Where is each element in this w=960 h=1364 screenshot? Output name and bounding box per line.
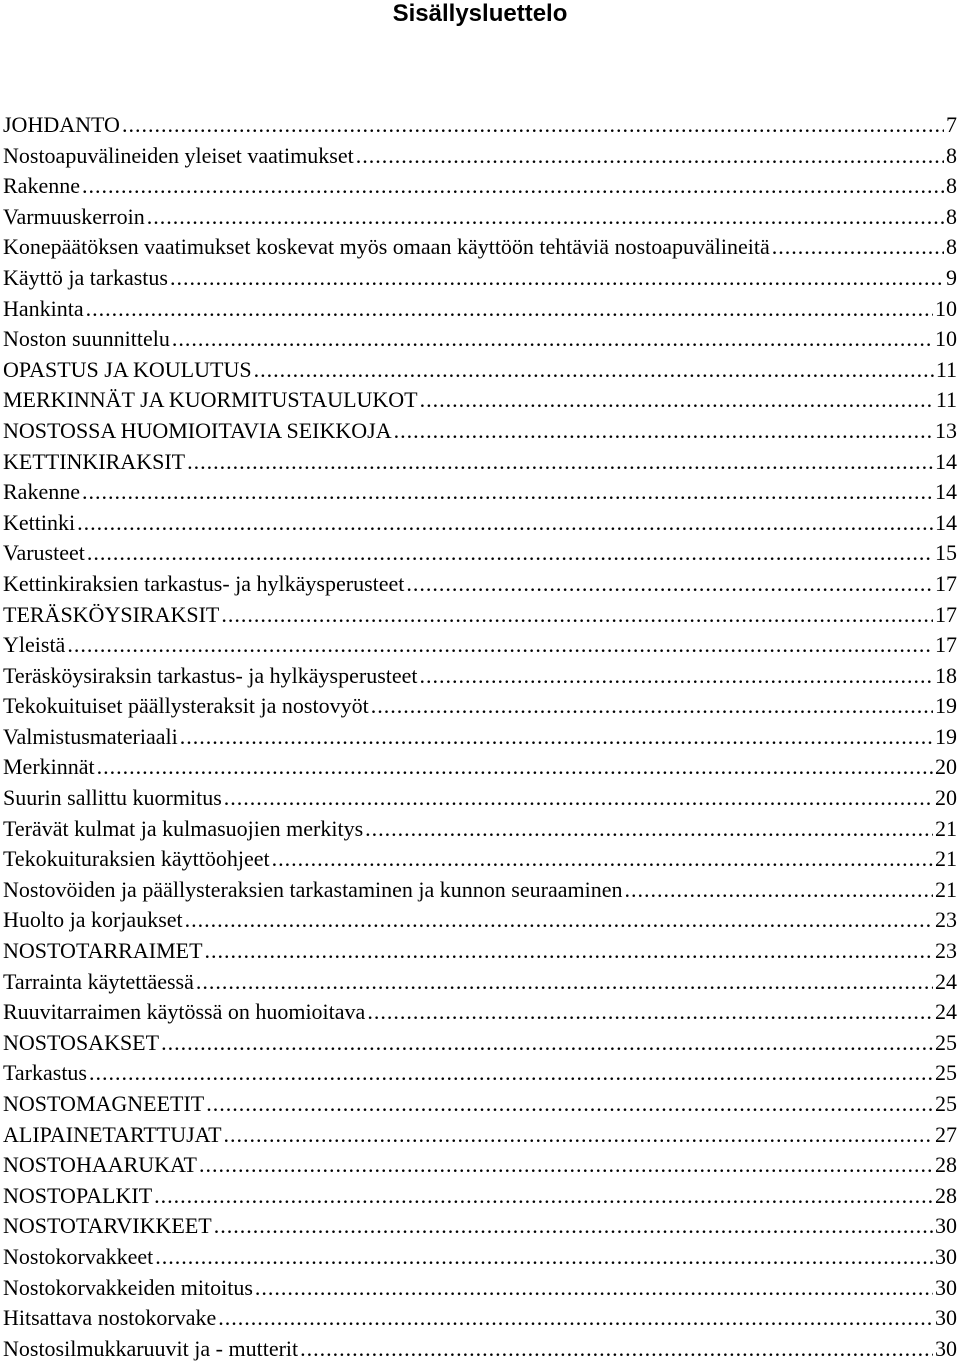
toc-page-number: 20 xyxy=(935,785,957,811)
toc-entry[interactable] xyxy=(3,814,957,845)
toc-dot-leader xyxy=(82,477,933,508)
toc-entry[interactable] xyxy=(3,1273,957,1304)
toc-entry[interactable] xyxy=(3,752,957,783)
toc-dot-leader xyxy=(172,324,933,355)
toc-page-number: 10 xyxy=(935,326,957,352)
toc-page-number: 14 xyxy=(935,448,957,474)
toc-entry[interactable] xyxy=(3,661,957,692)
toc-dot-leader xyxy=(170,263,944,294)
toc-page-number: 23 xyxy=(935,938,957,964)
toc-entry-title: Ruuvitarraimen käytössä on huomioitava xyxy=(3,999,366,1025)
toc-entry-title: NOSTOTARVIKKEET xyxy=(3,1213,212,1239)
toc-dot-leader xyxy=(97,752,933,783)
toc-entry-title: Teräsköysiraksin tarkastus- ja hylkäysperusteet xyxy=(3,662,418,688)
toc-page-number: 10 xyxy=(935,295,957,321)
toc-entry-title: Rakenne xyxy=(3,173,80,199)
toc-dot-leader xyxy=(67,630,933,661)
toc-entry[interactable] xyxy=(3,905,957,936)
toc-page-number: 30 xyxy=(935,1213,957,1239)
toc-page-number: 21 xyxy=(935,846,957,872)
toc-entry[interactable] xyxy=(3,1211,957,1242)
toc-entry-title: Tekokuituraksien käyttöohjeet xyxy=(3,846,270,872)
toc-entry[interactable] xyxy=(3,1150,957,1181)
toc-dot-leader xyxy=(180,722,933,753)
toc-dot-leader xyxy=(221,600,933,631)
toc-dot-leader xyxy=(406,569,933,600)
toc-entry-title: Kettinkiraksien tarkastus- ja hylkäysperusteet xyxy=(3,570,405,596)
toc-entry[interactable] xyxy=(3,477,957,508)
toc-dot-leader xyxy=(367,997,933,1028)
toc-dot-leader xyxy=(205,936,933,967)
toc-entry[interactable] xyxy=(3,508,957,539)
toc-entry[interactable] xyxy=(3,1181,957,1212)
toc-dot-leader xyxy=(87,538,933,569)
toc-entry[interactable] xyxy=(3,630,957,661)
toc-page-number: 28 xyxy=(935,1182,957,1208)
toc-entry-title: Yleistä xyxy=(3,632,66,658)
toc-entry-title: JOHDANTO xyxy=(3,112,120,137)
toc-entry-title: Nostovöiden ja päällysteraksien tarkastaminen ja kunnon seuraaminen xyxy=(3,876,623,902)
toc-page-number: 28 xyxy=(935,1152,957,1178)
toc-entry-title: Suurin sallittu kuormitus xyxy=(3,785,222,811)
toc-entry-title: ALIPAINETARTTUJAT xyxy=(3,1121,222,1147)
toc-dot-leader xyxy=(371,691,933,722)
toc-dot-leader xyxy=(89,1058,933,1089)
toc-page-number: 25 xyxy=(935,1060,957,1086)
toc-entry[interactable] xyxy=(3,355,957,386)
toc-page-number: 30 xyxy=(935,1243,957,1269)
toc-entry[interactable] xyxy=(3,141,957,172)
toc-entry[interactable] xyxy=(3,569,957,600)
toc-page-number: 14 xyxy=(935,479,957,505)
toc-entry[interactable] xyxy=(3,1242,957,1273)
toc-dot-leader xyxy=(155,1242,933,1273)
toc-entry[interactable] xyxy=(3,600,957,631)
toc-page-number: 17 xyxy=(935,601,957,627)
toc-dot-leader xyxy=(214,1211,933,1242)
toc-page-number: 30 xyxy=(935,1305,957,1331)
toc-dot-leader xyxy=(154,1181,933,1212)
toc-page-number: 19 xyxy=(935,723,957,749)
toc-entry[interactable] xyxy=(3,844,957,875)
toc-page-number: 11 xyxy=(935,387,957,413)
toc-dot-leader xyxy=(356,141,944,172)
toc-page-number: 18 xyxy=(935,662,957,688)
toc-page-number: 15 xyxy=(935,540,957,566)
toc-entry[interactable] xyxy=(3,538,957,569)
toc-page-number: 11 xyxy=(935,356,957,382)
toc-page-number: 17 xyxy=(935,632,957,658)
toc-entry-title: Konepäätöksen vaatimukset koskevat myös omaan käyttöön tehtäviä nostoapuvälineitä xyxy=(3,234,770,260)
toc-entry[interactable] xyxy=(3,722,957,753)
toc-dot-leader xyxy=(224,783,933,814)
toc-page-number: 17 xyxy=(935,570,957,596)
toc-entry-title: Tarkastus xyxy=(3,1060,87,1086)
toc-dot-leader xyxy=(185,905,933,936)
toc-entry-title: Tarrainta käytettäessä xyxy=(3,968,194,994)
toc-entry-title: NOSTOHAARUKAT xyxy=(3,1152,197,1178)
toc-dot-leader xyxy=(255,1273,933,1304)
toc-entry-title: KETTINKIRAKSIT xyxy=(3,448,186,474)
toc-entry[interactable] xyxy=(3,1334,957,1364)
toc-entry-title: Tekokuituiset päällysteraksit ja nostovyöt xyxy=(3,693,369,719)
toc-entry-title: Merkinnät xyxy=(3,754,95,780)
toc-dot-leader xyxy=(196,967,933,998)
page-title: Sisällysluettelo xyxy=(392,0,568,27)
toc-entry-title: MERKINNÄT JA KUORMITUSTAULUKOT xyxy=(3,387,418,413)
toc-page-number: 24 xyxy=(935,968,957,994)
toc-entry[interactable] xyxy=(3,967,957,998)
toc-entry[interactable] xyxy=(3,294,957,325)
toc-page-number: 8 xyxy=(946,173,957,199)
toc-entry-title: Terävät kulmat ja kulmasuojien merkitys xyxy=(3,815,364,841)
toc-page-number: 9 xyxy=(946,264,957,290)
toc-dot-leader xyxy=(206,1089,933,1120)
toc-page-number: 24 xyxy=(935,999,957,1025)
toc-entry[interactable] xyxy=(3,1089,957,1120)
toc-page-number: 7 xyxy=(946,112,957,137)
toc-entry-title: OPASTUS JA KOULUTUS xyxy=(3,356,252,382)
toc-entry[interactable] xyxy=(3,324,957,355)
toc-dot-leader xyxy=(394,416,933,447)
toc-dot-leader xyxy=(161,1028,933,1059)
toc-entry-title: Nostokorvakkeiden mitoitus xyxy=(3,1274,253,1300)
toc-entry-title: Varusteet xyxy=(3,540,85,566)
toc-dot-leader xyxy=(300,1334,933,1364)
toc-page-number: 8 xyxy=(946,234,957,260)
toc-entry[interactable] xyxy=(3,691,957,722)
toc-entry[interactable] xyxy=(3,202,957,233)
toc-page-number: 8 xyxy=(946,203,957,229)
toc-page-number: 23 xyxy=(935,907,957,933)
toc-entry[interactable] xyxy=(3,232,957,263)
toc-dot-leader xyxy=(365,814,933,845)
toc-entry-title: NOSTOPALKIT xyxy=(3,1182,153,1208)
toc-entry[interactable] xyxy=(3,447,957,478)
toc-entry-title: TERÄSKÖYSIRAKSIT xyxy=(3,601,220,627)
toc-dot-leader xyxy=(254,355,934,386)
toc-dot-leader xyxy=(122,110,944,141)
toc-entry[interactable] xyxy=(3,936,957,967)
toc-page-number: 14 xyxy=(935,509,957,535)
toc-entry[interactable] xyxy=(3,263,957,294)
toc-entry-title: NOSTOTARRAIMET xyxy=(3,938,203,964)
toc-dot-leader xyxy=(772,232,944,263)
toc-entry-title: Nostokorvakkeet xyxy=(3,1243,154,1269)
toc-page-number: 21 xyxy=(935,876,957,902)
toc-page-number: 30 xyxy=(935,1335,957,1361)
toc-entry-title: Hitsattava nostokorvake xyxy=(3,1305,217,1331)
toc-page-number: 25 xyxy=(935,1091,957,1116)
toc-entry-title: Huolto ja korjaukset xyxy=(3,907,183,933)
toc-dot-leader xyxy=(420,385,934,416)
toc-entry-title: NOSTOSSA HUOMIOITAVIA SEIKKOJA xyxy=(3,417,392,443)
toc-entry[interactable] xyxy=(3,1058,957,1089)
toc-page-number: 30 xyxy=(935,1274,957,1300)
toc-page-number: 25 xyxy=(935,1029,957,1055)
toc-entry-title: Käyttö ja tarkastus xyxy=(3,264,168,290)
toc-entry-title: Nostosilmukkaruuvit ja - mutterit xyxy=(3,1335,299,1361)
toc-entry[interactable] xyxy=(3,110,957,141)
table-of-contents xyxy=(3,110,957,1364)
toc-page-number: 13 xyxy=(935,417,957,443)
toc-entry[interactable] xyxy=(3,171,957,202)
toc-dot-leader xyxy=(420,661,933,692)
toc-dot-leader xyxy=(86,294,933,325)
toc-entry[interactable] xyxy=(3,385,957,416)
toc-page-number: 20 xyxy=(935,754,957,780)
toc-dot-leader xyxy=(224,1120,933,1151)
toc-page-number: 19 xyxy=(935,693,957,719)
toc-dot-leader xyxy=(199,1150,933,1181)
toc-entry-title: Kettinki xyxy=(3,509,76,535)
toc-dot-leader xyxy=(218,1303,933,1334)
toc-dot-leader xyxy=(77,508,933,539)
toc-entry[interactable] xyxy=(3,1028,957,1059)
toc-page-number: 21 xyxy=(935,815,957,841)
toc-dot-leader xyxy=(147,202,944,233)
toc-entry[interactable] xyxy=(3,783,957,814)
toc-dot-leader xyxy=(272,844,933,875)
toc-entry-title: NOSTOSAKSET xyxy=(3,1029,160,1055)
toc-dot-leader xyxy=(82,171,944,202)
toc-entry[interactable] xyxy=(3,1120,957,1151)
toc-entry-title: Rakenne xyxy=(3,479,80,505)
toc-dot-leader xyxy=(187,447,933,478)
toc-entry-title: Hankinta xyxy=(3,295,84,321)
toc-entry-title: Nostoapuvälineiden yleiset vaatimukset xyxy=(3,142,354,168)
toc-entry-title: Valmistusmateriaali xyxy=(3,723,178,749)
toc-entry[interactable] xyxy=(3,416,957,447)
toc-entry[interactable] xyxy=(3,997,957,1028)
toc-entry-title: Noston suunnittelu xyxy=(3,326,170,352)
toc-entry-title: NOSTOMAGNEETIT xyxy=(3,1091,205,1116)
toc-page-number: 27 xyxy=(935,1121,957,1147)
toc-dot-leader xyxy=(624,875,933,906)
toc-entry[interactable] xyxy=(3,875,957,906)
toc-entry-title: Varmuuskerroin xyxy=(3,203,145,229)
toc-page-number: 8 xyxy=(946,142,957,168)
toc-entry[interactable] xyxy=(3,1303,957,1334)
